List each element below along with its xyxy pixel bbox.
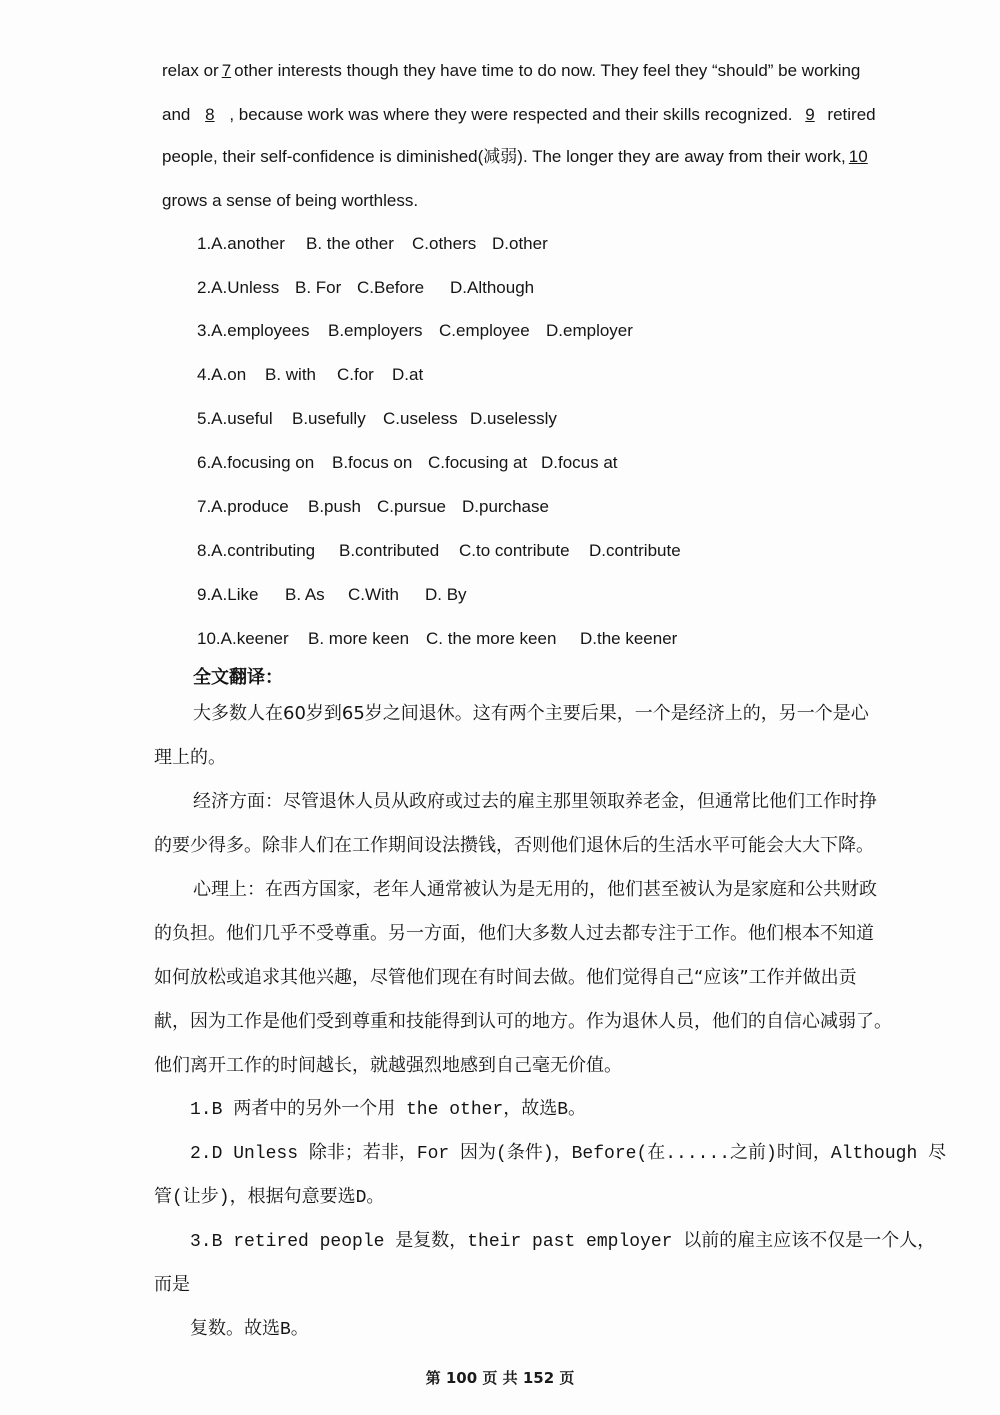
option-b: B. more keen xyxy=(308,629,410,648)
option-d: D.at xyxy=(392,365,424,384)
passage-line-3 xyxy=(162,146,912,168)
option-a: 5.A.useful xyxy=(197,409,273,428)
translation-line: 如何放松或追求其他兴趣，尽管他们现在有时间去做。他们觉得自己“应该”工作并做出贡 xyxy=(154,967,857,988)
option-c: C.focusing at xyxy=(428,453,528,472)
option-d: D.uselessly xyxy=(470,409,557,428)
option-a: 10.A.keener xyxy=(197,629,289,648)
translation-line: 理上的。 xyxy=(154,747,226,768)
option-c: C.useless xyxy=(383,409,458,428)
option-c: C.employee xyxy=(439,321,530,340)
explanation-3: 3.B retired people 是复数，their past employer 以前的雇主应该不仅是一个人， xyxy=(190,1232,936,1252)
passage-text: , because work was where they were respected and their skills recognized. xyxy=(229,105,793,124)
passage-line-1 xyxy=(162,60,912,82)
option-a: 2.A.Unless xyxy=(197,278,280,297)
explanation-3-cont: 而是 xyxy=(154,1276,190,1296)
passage-text: other interests though they have time to do now. They feel they “should” be working xyxy=(234,61,861,80)
translation-line: 大多数人在60岁到65岁之间退休。这有两个主要后果，一个是经济上的，另一个是心 xyxy=(193,703,869,724)
option-row xyxy=(197,452,618,474)
option-a: 9.A.Like xyxy=(197,585,259,604)
option-row xyxy=(197,364,423,386)
passage-text: retired xyxy=(827,105,876,124)
option-a: 6.A.focusing on xyxy=(197,453,315,472)
translation-line: 的要少得多。除非人们在工作期间设法攒钱，否则他们退休后的生活水平可能会大大下降。 xyxy=(154,835,874,856)
option-b: B.focus on xyxy=(332,453,413,472)
explanation-2-cont: 管(让步)，根据句意要选D。 xyxy=(154,1188,385,1208)
blank-8: 8 xyxy=(205,105,215,124)
translation-line: 心理上：在西方国家，老年人通常被认为是无用的，他们甚至被认为是家庭和公共财政 xyxy=(193,879,877,900)
option-b: B.usefully xyxy=(292,409,366,428)
option-d: D.Although xyxy=(450,278,535,297)
passage-text: and xyxy=(162,105,191,124)
blank-9: 9 xyxy=(805,105,815,124)
passage-text: relax or xyxy=(162,61,219,80)
explanation-1: 1.B 两者中的另外一个用 the other，故选B。 xyxy=(190,1100,587,1120)
translation-line: 他们离开工作的时间越长，就越强烈地感到自己毫无价值。 xyxy=(154,1055,622,1076)
option-b: B. As xyxy=(285,585,325,604)
option-row xyxy=(197,320,633,342)
option-d: D.focus at xyxy=(541,453,618,472)
option-a: 3.A.employees xyxy=(197,321,310,340)
translation-line: 经济方面：尽管退休人员从政府或过去的雇主那里领取养老金，但通常比他们工作时挣 xyxy=(193,791,877,812)
option-b: B. with xyxy=(265,365,317,384)
option-d: D.purchase xyxy=(462,497,549,516)
option-c: C.others xyxy=(412,234,477,253)
option-b: B. For xyxy=(295,278,342,297)
option-d: D.other xyxy=(492,234,548,253)
option-d: D.the keener xyxy=(580,629,678,648)
option-a: 1.A.another xyxy=(197,234,285,253)
option-c: C.With xyxy=(348,585,399,604)
option-b: B.contributed xyxy=(339,541,440,560)
option-d: D.employer xyxy=(546,321,633,340)
option-b: B.employers xyxy=(328,321,423,340)
option-row xyxy=(197,628,677,650)
passage-text: grows a sense of being worthless. xyxy=(162,191,419,210)
option-d: D.contribute xyxy=(589,541,681,560)
translation-heading: 全文翻译： xyxy=(193,667,283,688)
blank-10: 10 xyxy=(848,147,868,166)
option-a: 4.A.on xyxy=(197,365,247,384)
option-b: B. the other xyxy=(306,234,394,253)
explanation-3-cont: 复数。故选B。 xyxy=(190,1320,309,1340)
option-row xyxy=(197,496,549,518)
option-c: C.for xyxy=(337,365,374,384)
explanation-2: 2.D Unless 除非；若非，For 因为(条件)，Before(在......之前)时间，Although 尽 xyxy=(190,1144,947,1164)
passage-line-2 xyxy=(162,104,912,126)
option-c: C.pursue xyxy=(377,497,446,516)
option-a: 8.A.contributing xyxy=(197,541,316,560)
option-b: B.push xyxy=(308,497,361,516)
blank-7: 7 xyxy=(221,61,232,80)
option-c: C.Before xyxy=(357,278,425,297)
option-c: C. the more keen xyxy=(426,629,557,648)
option-row xyxy=(197,540,681,562)
option-row xyxy=(197,408,557,430)
page-footer: 第 100 页 共 152 页 xyxy=(425,1369,575,1387)
option-row xyxy=(197,277,534,299)
option-c: C.to contribute xyxy=(459,541,570,560)
option-a: 7.A.produce xyxy=(197,497,289,516)
passage-text: people, their self-confidence is diminished(减弱). The longer they are away from their work, xyxy=(162,147,846,166)
option-row xyxy=(197,584,467,606)
translation-line: 的负担。他们几乎不受尊重。另一方面，他们大多数人过去都专注于工作。他们根本不知道 xyxy=(154,923,874,944)
passage-line-4 xyxy=(162,190,912,212)
option-row xyxy=(197,233,548,255)
option-d: D. By xyxy=(425,585,467,604)
translation-line: 献，因为工作是他们受到尊重和技能得到认可的地方。作为退休人员，他们的自信心减弱了。 xyxy=(154,1011,892,1032)
